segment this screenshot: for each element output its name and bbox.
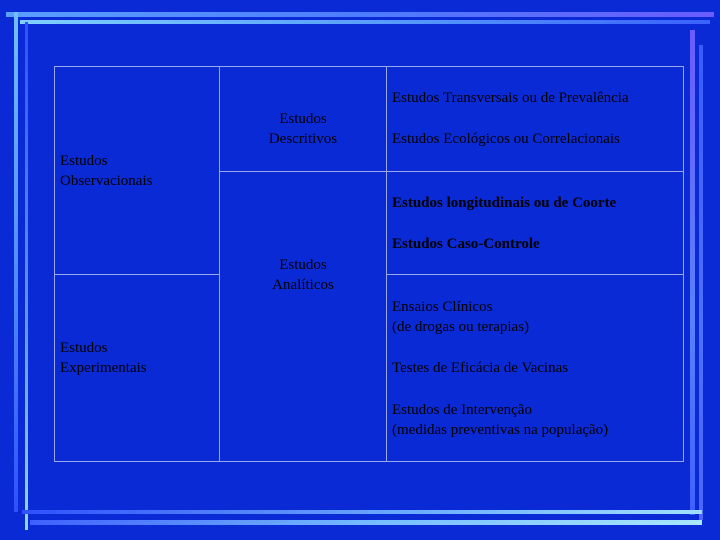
decorative-bar-left-inner (25, 22, 28, 530)
label-estudos-analiticos (220, 255, 386, 295)
decorative-bar-right-inner (699, 45, 703, 520)
intervencao-line2: (medidas preventivas na população) (392, 422, 609, 438)
decorative-bar-left (14, 12, 18, 512)
item-transversais: Estudos Transversais ou de Prevalência (392, 90, 629, 106)
divider-col1-row (55, 274, 219, 275)
divider-col2-row (219, 171, 386, 172)
item-longitudinais: Estudos longitudinais ou de Coorte (392, 195, 617, 211)
decorative-bar-top-inner (20, 20, 710, 24)
divider-col3-row1 (386, 171, 683, 172)
divider-col2 (386, 67, 387, 461)
descritivos-line2: Descritivos (268, 131, 338, 147)
item-vacinas: Testes de Eficácia de Vacinas (392, 360, 569, 376)
decorative-bar-bottom-outer (30, 520, 702, 525)
item-ecologicos: Estudos Ecológicos ou Correlacionais (392, 131, 620, 147)
divider-col3-row2 (386, 274, 683, 275)
analiticos-line2: Analíticos (272, 277, 334, 293)
experimentais-line1: Estudos (60, 340, 108, 356)
decorative-bar-right (690, 30, 695, 515)
decorative-bar-bottom (22, 510, 702, 514)
experimentais-line2: Experimentais (60, 360, 147, 376)
analiticos-line1: Estudos (279, 257, 327, 273)
label-estudos-observacionais (60, 151, 152, 191)
ensaios-line2: (de drogas ou terapias) (392, 319, 530, 335)
item-caso-controle: Estudos Caso-Controle (392, 236, 540, 252)
observacionais-line2: Observacionais (60, 173, 153, 189)
observacionais-line1: Estudos (60, 153, 108, 169)
label-estudos-descritivos (220, 109, 386, 149)
ensaios-line1: Ensaios Clínicos (392, 299, 493, 315)
item-intervencao (392, 400, 608, 440)
study-types-table (54, 66, 684, 462)
item-ensaios-clinicos (392, 297, 529, 337)
intervencao-line1: Estudos de Intervenção (392, 402, 532, 418)
decorative-bar-top (6, 12, 714, 17)
label-estudos-experimentais (60, 338, 147, 378)
descritivos-line1: Estudos (279, 111, 327, 127)
